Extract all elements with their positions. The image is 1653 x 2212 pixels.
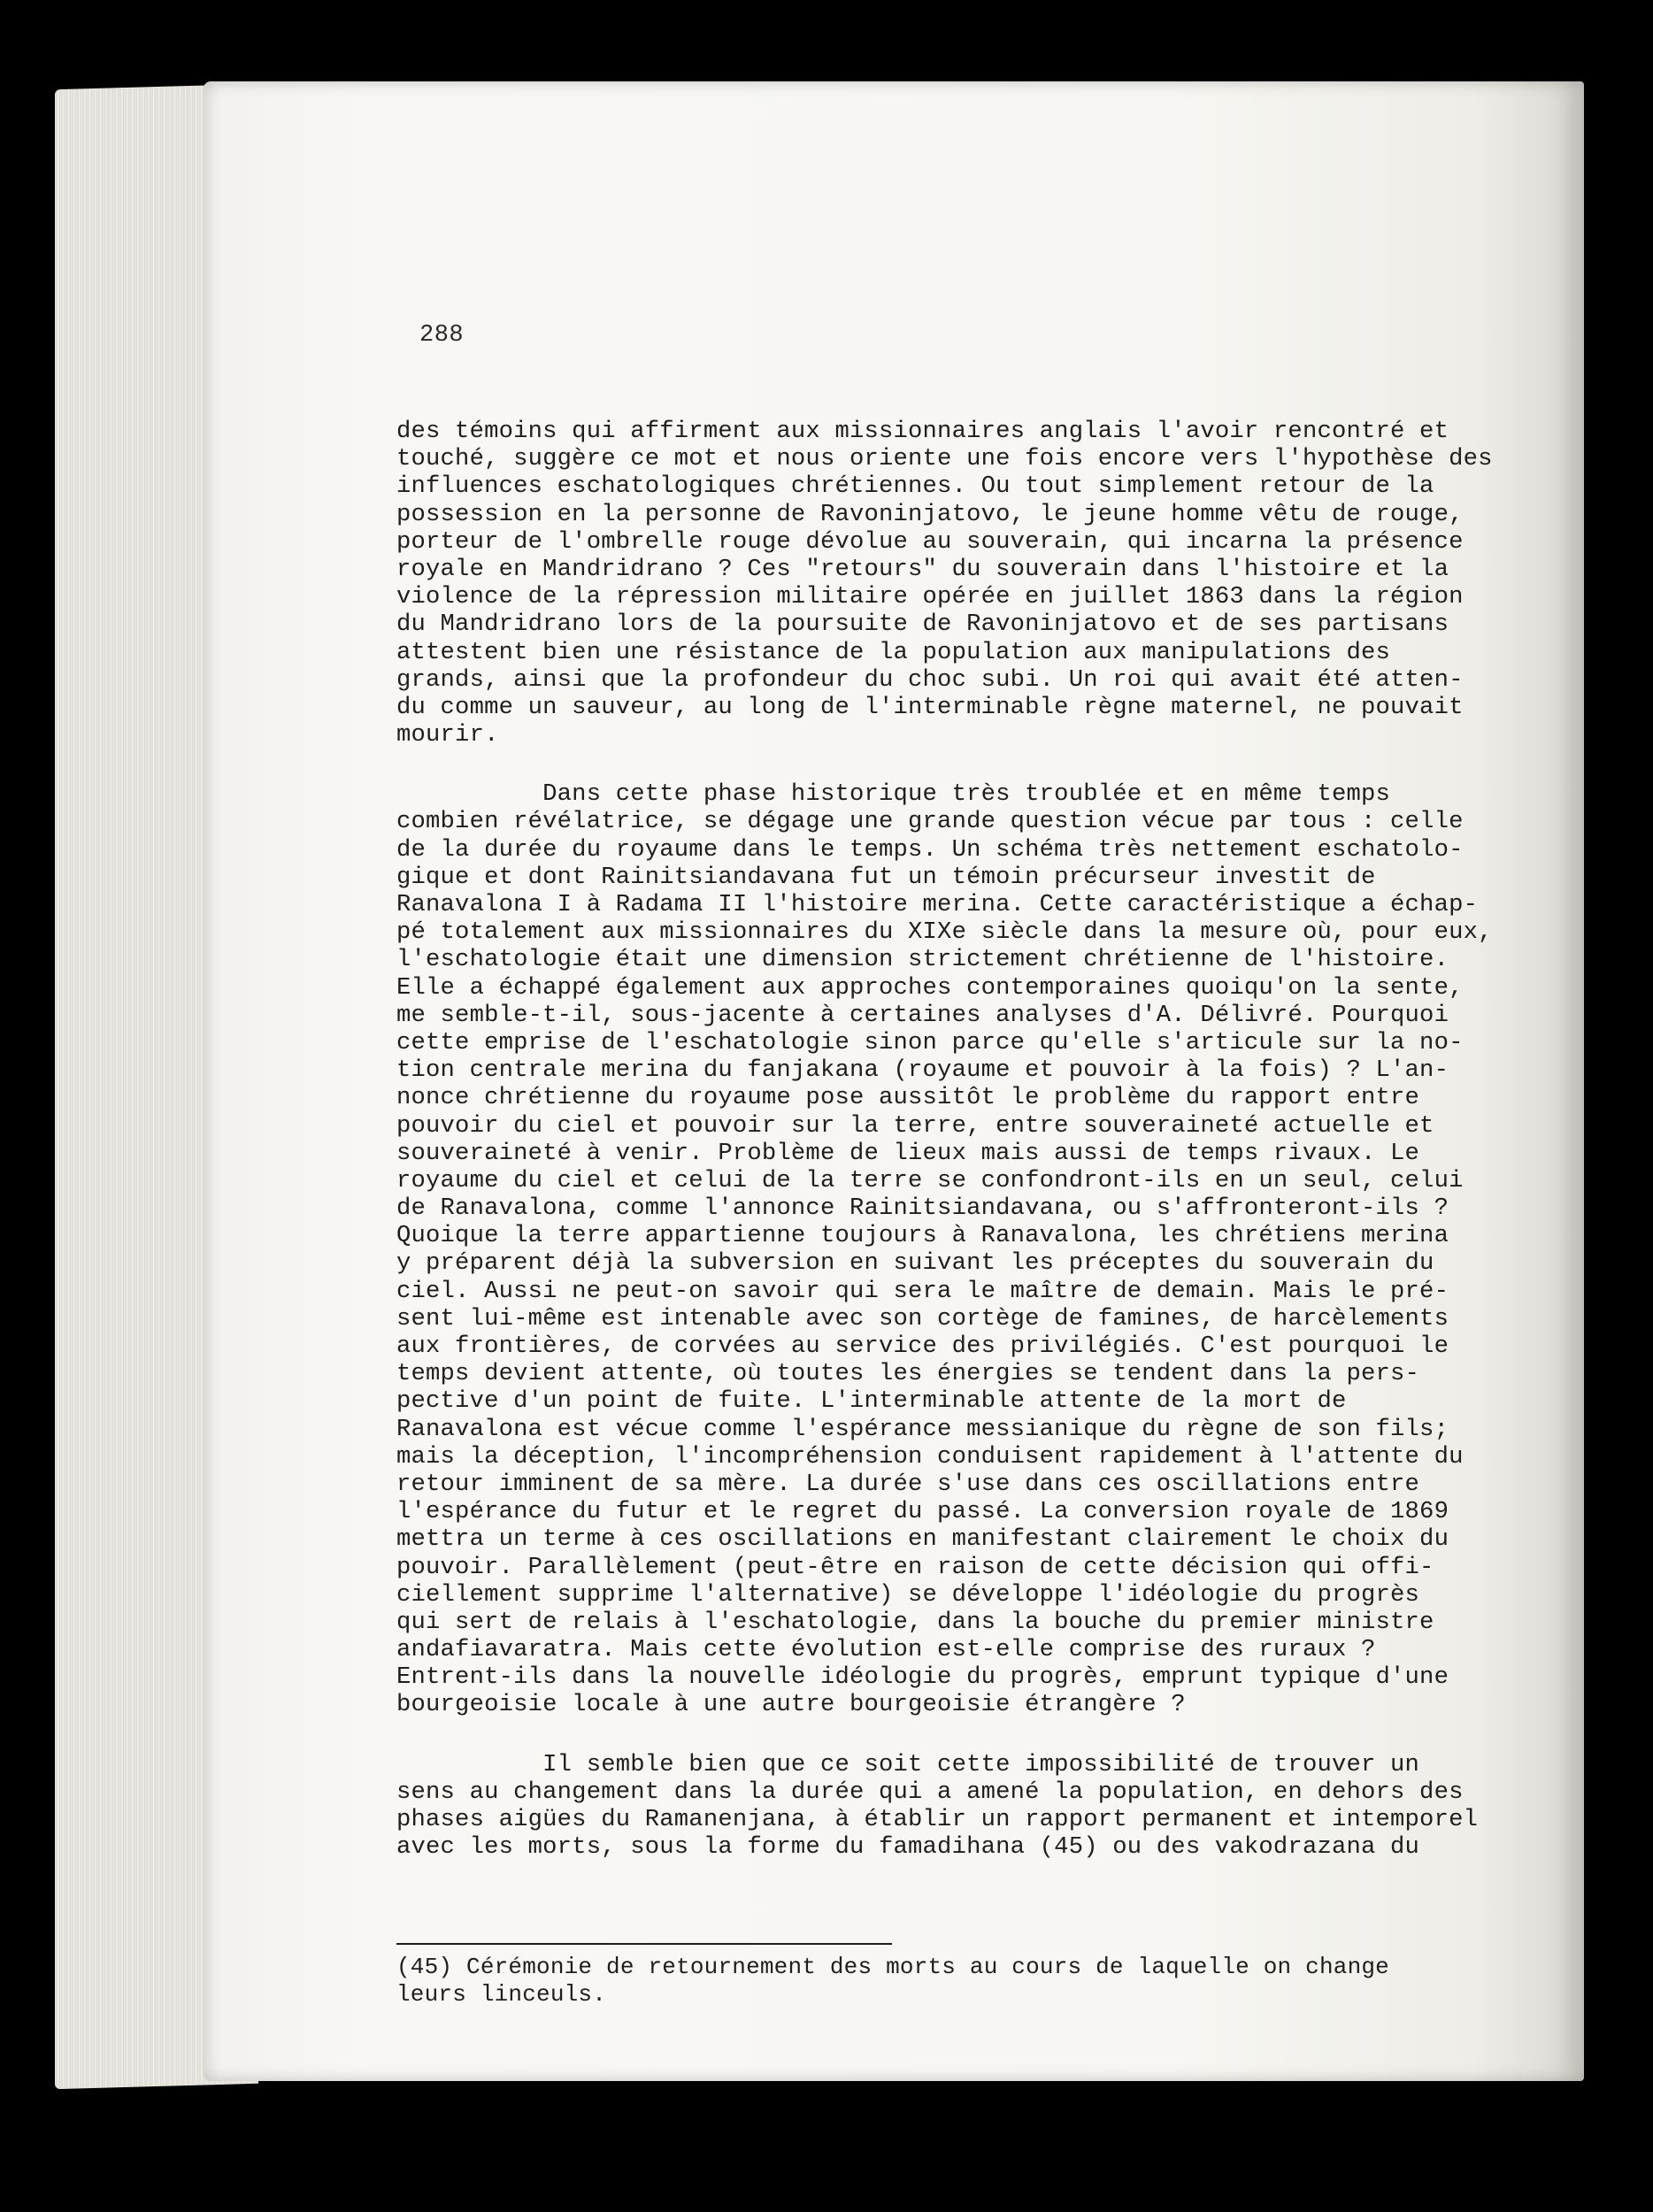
text-line: porteur de l'ombrelle rouge dévolue au souverain, qui incarna la présence bbox=[396, 527, 1464, 556]
text-line: sent lui-même est intenable avec son cortège de famines, de harcèlements bbox=[396, 1304, 1449, 1333]
paragraph-spacer bbox=[396, 1719, 1423, 1751]
text-line: mourir. bbox=[396, 721, 499, 749]
text-line: violence de la répression militaire opérée en juillet 1863 dans la région bbox=[396, 583, 1464, 611]
text-line: mais la déception, l'incompréhension conduisent rapidement à l'attente du bbox=[396, 1442, 1464, 1471]
text-line: aux frontières, de corvées au service des privilégiés. C'est pourquoi le bbox=[396, 1333, 1449, 1360]
text-line: grands, ainsi que la profondeur du choc subi. Un roi qui avait été atten- bbox=[396, 665, 1464, 694]
text-line: influences eschatologiques chrétiennes. Ou tout simplement retour de la bbox=[396, 472, 1434, 501]
text-line: mettra un terme à ces oscillations en manifestant clairement le choix du bbox=[396, 1525, 1449, 1554]
text-line: gique et dont Rainitsiandavana fut un témoin précurseur investit de bbox=[396, 863, 1376, 891]
text-line: sens au changement dans la durée qui a amené la population, en dehors des bbox=[396, 1778, 1464, 1806]
text-line: pé totalement aux missionnaires du XIXe siècle dans la mesure où, pour eux, bbox=[396, 918, 1493, 947]
text-line: royaume du ciel et celui de la terre se confondront-ils en un seul, celui bbox=[396, 1166, 1464, 1194]
paragraph-2 bbox=[396, 780, 1493, 1719]
body-text bbox=[396, 418, 1493, 1862]
text-line: pouvoir. Parallèlement (peut-être en raison de cette décision qui offi- bbox=[396, 1553, 1434, 1581]
text-line: pouvoir du ciel et pouvoir sur la terre, entre souveraineté actuelle et bbox=[396, 1111, 1434, 1140]
text-line: ciellement supprime l'alternative) se développe l'idéologie du progrès bbox=[396, 1580, 1420, 1609]
text-line: combien révélatrice, se dégage une grande question vécue par tous : celle bbox=[396, 808, 1464, 836]
text-line: du comme un sauveur, au long de l'interminable règne maternel, ne pouvait bbox=[396, 693, 1464, 721]
text-line: phases aigües du Ramanenjana, à établir un rapport permanent et intemporel bbox=[396, 1806, 1479, 1833]
paragraph-1 bbox=[396, 418, 1493, 749]
text-line: l'espérance du futur et le regret du passé. La conversion royale de 1869 bbox=[396, 1498, 1449, 1526]
paragraph-3 bbox=[396, 1750, 1479, 1862]
footnote-line: (45) Cérémonie de retournement des morts au cours de laquelle on change bbox=[396, 1954, 1389, 1980]
text-line: attestent bien une résistance de la population aux manipulations des bbox=[396, 638, 1391, 666]
text-line: de la durée du royaume dans le temps. Un schéma très nettement eschatolo- bbox=[396, 835, 1464, 864]
footnote-separator bbox=[396, 1943, 892, 1945]
text-line: andafiavaratra. Mais cette évolution est-elle comprise des ruraux ? bbox=[396, 1636, 1376, 1664]
text-line: Ranavalona I à Radama II l'histoire merina. Cette caractéristique a échap- bbox=[396, 891, 1479, 918]
text-line: Il semble bien que ce soit cette impossibilité de trouver un bbox=[396, 1750, 1420, 1778]
text-line: Entrent-ils dans la nouvelle idéologie du progrès, emprunt typique d'une bbox=[396, 1663, 1449, 1692]
text-line: nonce chrétienne du royaume pose aussitôt le problème du rapport entre bbox=[396, 1084, 1420, 1112]
text-line: qui sert de relais à l'eschatologie, dans la bouche du premier ministre bbox=[396, 1608, 1434, 1636]
text-line: Dans cette phase historique très troublée et en même temps bbox=[396, 780, 1391, 809]
text-line: ciel. Aussi ne peut-on savoir qui sera le maître de demain. Mais le pré- bbox=[396, 1277, 1449, 1305]
text-line: souveraineté à venir. Problème de lieux mais aussi de temps rivaux. Le bbox=[396, 1139, 1420, 1167]
text-line: Elle a échappé également aux approches contemporaines quoiqu'on la sente, bbox=[396, 973, 1464, 1002]
text-line: tion centrale merina du fanjakana (royaume et pouvoir à la fois) ? L'an- bbox=[396, 1056, 1449, 1085]
text-line: touché, suggère ce mot et nous oriente une fois encore vers l'hypothèse des bbox=[396, 445, 1493, 473]
footnote bbox=[396, 1954, 1423, 2008]
page-number: 288 bbox=[419, 322, 465, 349]
footnote-line: leurs linceuls. bbox=[396, 1981, 607, 2008]
text-line: me semble-t-il, sous-jacente à certaines analyses d'A. Délivré. Pourquoi bbox=[396, 1001, 1449, 1029]
text-line: possession en la personne de Ravoninjatovo, le jeune homme vêtu de rouge, bbox=[396, 500, 1464, 528]
text-line: temps devient attente, où toutes les énergies se tendent dans la pers- bbox=[396, 1360, 1420, 1388]
text-line: pective d'un point de fuite. L'interminable attente de la mort de bbox=[396, 1387, 1347, 1416]
paragraph-spacer bbox=[396, 749, 1423, 780]
text-line: Quoique la terre appartienne toujours à Ranavalona, les chrétiens merina bbox=[396, 1222, 1449, 1250]
text-line: retour imminent de sa mère. La durée s'use dans ces oscillations entre bbox=[396, 1470, 1420, 1498]
text-line: des témoins qui affirment aux missionnaires anglais l'avoir rencontré et bbox=[396, 418, 1449, 445]
text-line: du Mandridrano lors de la poursuite de Ravoninjatovo et de ses partisans bbox=[396, 611, 1449, 639]
text-line: de Ranavalona, comme l'annonce Rainitsiandavana, ou s'affronteront-ils ? bbox=[396, 1194, 1449, 1223]
text-line: l'eschatologie était une dimension strictement chrétienne de l'histoire. bbox=[396, 946, 1449, 974]
text-line: y préparent déjà la subversion en suivant les préceptes du souverain du bbox=[396, 1249, 1434, 1278]
text-line: Ranavalona est vécue comme l'espérance messianique du règne de son fils; bbox=[396, 1415, 1449, 1443]
text-line: avec les morts, sous la forme du famadihana (45) ou des vakodrazana du bbox=[396, 1833, 1420, 1862]
text-line: royale en Mandridrano ? Ces "retours" du souverain dans l'histoire et la bbox=[396, 555, 1449, 583]
text-line: cette emprise de l'eschatologie sinon parce qu'elle s'articule sur la no- bbox=[396, 1028, 1464, 1056]
text-line: bourgeoisie locale à une autre bourgeoisie étrangère ? bbox=[396, 1691, 1186, 1719]
